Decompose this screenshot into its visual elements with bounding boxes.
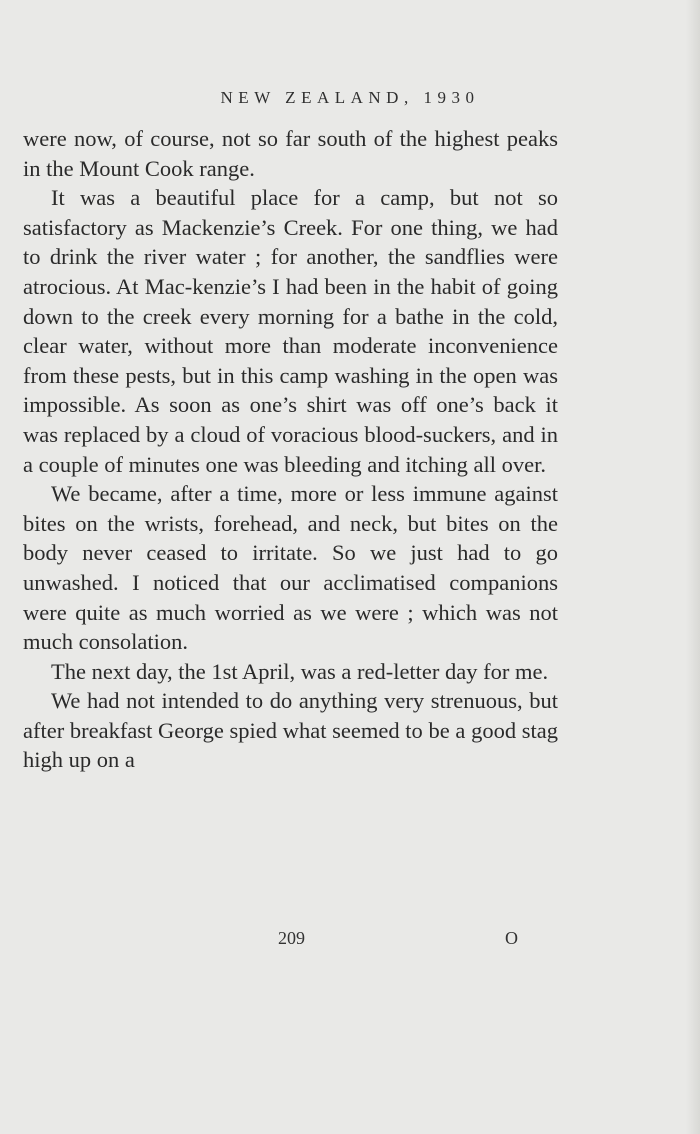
paragraph-red-letter-day: The next day, the 1st April, was a red-letter day for me. [51, 658, 549, 684]
page-number: 209 [278, 928, 305, 948]
page-edge-shadow [686, 0, 700, 1134]
signature-mark: O [505, 928, 518, 948]
paragraph-camp: It was a beautiful place for a camp, but not so satisfactory as Mackenzie’s Creek. For one thing, we had to drink the river water ; for another, the sandflies were atrocious. At Mac-kenzie’s I had been in the habit of going down to the creek every morning for a bathe in the cold, clear water, without more than moderate inconvenience from these pests, but in this camp washing in the open was impossible. As soon as one’s shirt was off one’s back it was replaced by a cloud of voracious blood-suckers, and in a couple of minutes one was bleeding and itching all over. [23, 185, 558, 477]
paragraph-stag: We had not intended to do anything very strenuous, but after breakfast George spied what seemed to be a good stag high up on a [23, 688, 558, 773]
paragraph-continuation: were now, of course, not so far south of the highest peaks in the Mount Cook range. [23, 126, 558, 181]
running-header: NEW ZEALAND, 1930 [220, 88, 480, 107]
paragraph-bites: We became, after a time, more or less immune against bites on the wrists, forehead, and neck, but bites on the body never ceased to irritate. So we just had to go unwashed. I noticed that our acclimatised companions were quite as much worried as we were ; which was not much consolation. [23, 481, 558, 655]
body-text [23, 124, 558, 775]
page-footer [0, 928, 700, 954]
